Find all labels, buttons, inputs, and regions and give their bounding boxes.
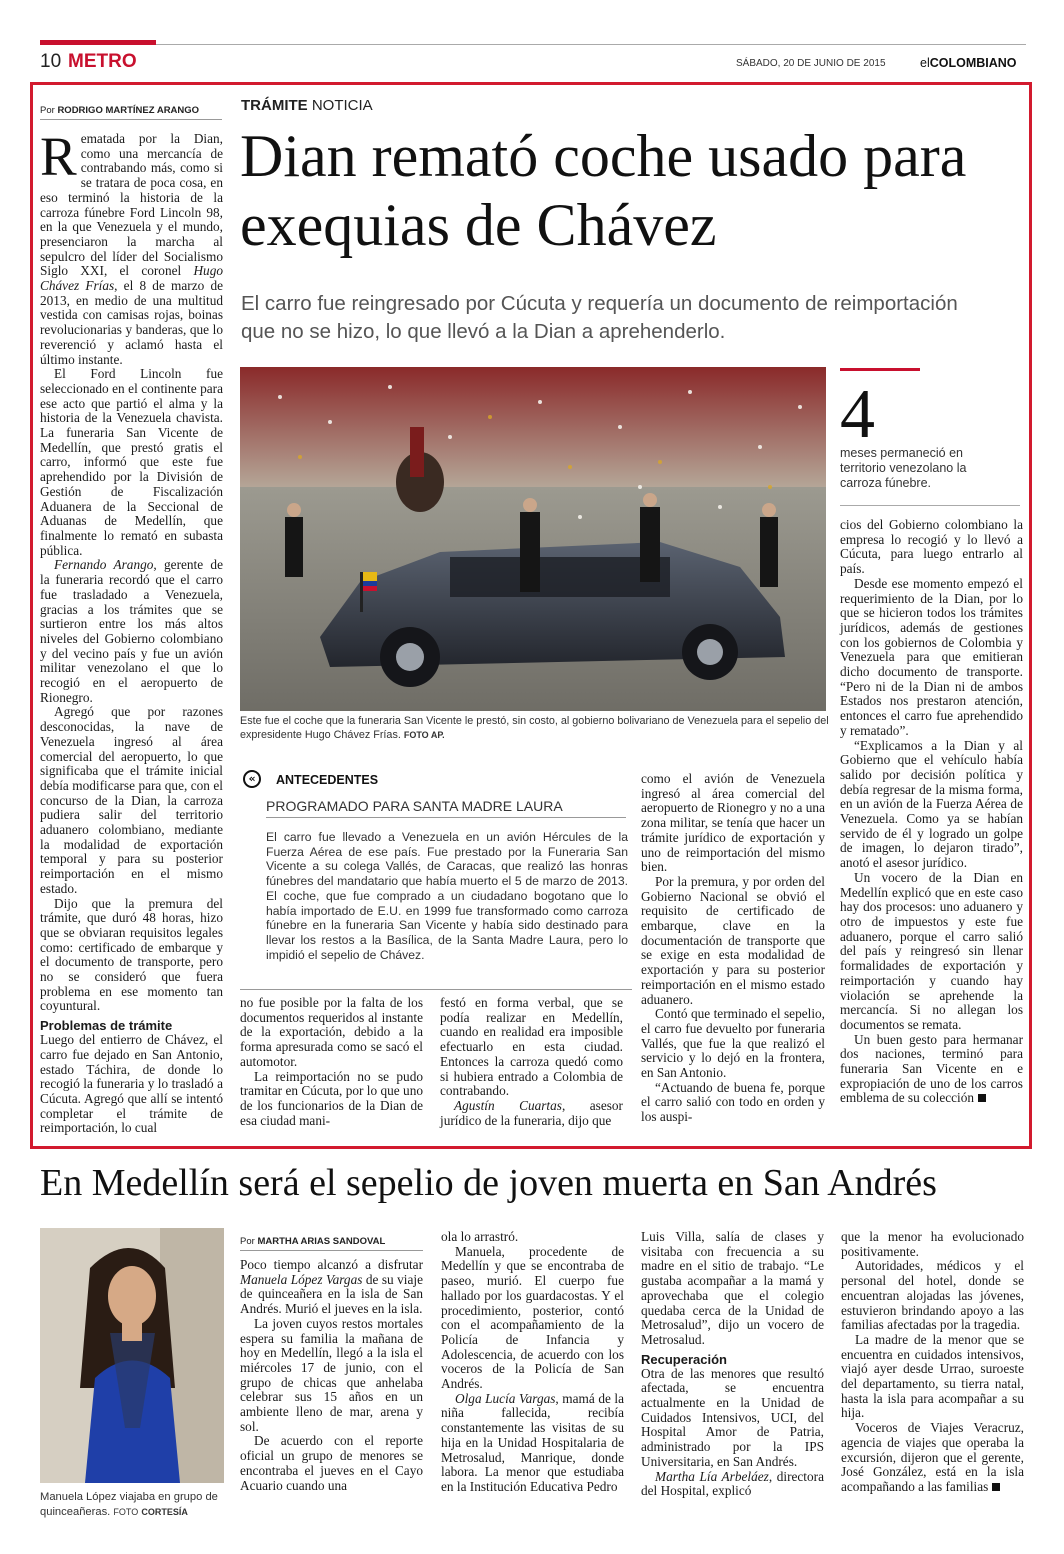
- photo-credit: FOTO AP.: [403, 730, 445, 740]
- photo-caption: [240, 714, 830, 742]
- paragraph: Autoridades, médicos y el personal del hotel, donde se encuentran alojadas las jóvenes, estuvieron brindando apoyo a las familias afectadas por la tragedia.: [841, 1258, 1024, 1333]
- paragraph: [240, 1258, 423, 1317]
- quoted-name: Agustín Cuartas: [454, 1097, 562, 1113]
- brand-prefix: el: [920, 56, 930, 70]
- article2-byline: [240, 1236, 423, 1251]
- girl-photo: [40, 1228, 224, 1483]
- paragraph-text: Poco tiempo alcanzó a disfrutar: [240, 1257, 423, 1272]
- paragraph-text: Voceros de Viajes Veracruz, agencia de viajes que operaba la excursión, dijeron que el gerente, José González, está en la isla acompañando a las familias: [841, 1420, 1024, 1494]
- lead-name: Hugo Chávez Frías: [40, 263, 223, 294]
- paragraph: Dijo que la premura del trámite, que duró 48 horas, hizo que se obviaran requisitos legales como: certificado de embarque y el documento de transporte, pero no se consideró que fuera problema en ese momento tan coyuntural.: [40, 895, 223, 1014]
- paragraph-text: , directora del Hospital, explicó: [641, 1468, 824, 1499]
- stat-bottom-rule: [840, 505, 1020, 506]
- byline-prefix: Por: [240, 1236, 255, 1247]
- paragraph: La madre de la menor que se encuentra en cuidados intensivos, viajó ayer desde Urrao, suroeste del departamento, su tierra natal, hasta la isla para acompañar a su hija.: [841, 1331, 1024, 1421]
- paragraph: [840, 1033, 1023, 1107]
- girl-photo-caption: [40, 1490, 225, 1520]
- quoted-name: Olga Lucía Vargas: [455, 1390, 556, 1406]
- girl-credit: CORTESÍA: [141, 1507, 188, 1517]
- article1-column-3: [440, 996, 623, 1128]
- antecedentes-title: PROGRAMADO PARA SANTA MADRE LAURA: [266, 798, 626, 818]
- article2-column-3: [641, 1230, 824, 1499]
- page-number: 10: [40, 51, 62, 72]
- paragraph: La reimportación no se pudo tramitar en Cúcuta, por lo que uno de los funcionarios de la Dian de esa ciudad mani-: [240, 1068, 423, 1128]
- brand-logo: [920, 56, 1017, 70]
- article1-subhead: El carro fue reingresado por Cúcuta y requería un documento de reimportación que no se hizo, lo que llevó a la Dian a aprehenderlo.: [241, 292, 958, 343]
- paragraph-text: , mamá de la niña fallecida, recibía constantemente las visitas de su hija en la Unidad Hospitalaria de Metrosalud, Manrique, donde labora. La menor que estudiaba en la Institución Educativa Pedro: [441, 1390, 625, 1494]
- article1-column-2: [240, 996, 423, 1128]
- paragraph: “Explicamos a la Dian y al Gobierno que el vehículo había salido por decisión política y debía regresar de la misma forma, en un avión de la Fuerza Aérea de Venezuela. Como ya se habían servido de él y logrado un golpe de imagen, lo dejaron tirado”, anotó el asesor jurídico.: [840, 737, 1023, 871]
- paragraph: Otra de las menores que resultó afectada, se encuentra actualmente en la Unidad de Cuidados Intensivos, UCI, del Hospital Amor de Patria, administrado por la IPS Universitaria, en San Andrés.: [641, 1365, 824, 1469]
- article2-column-1: [240, 1258, 423, 1493]
- antecedentes-label: ANTECEDENTES: [276, 773, 379, 787]
- article1-column-1: [40, 126, 223, 1136]
- quoted-name: Fernando Arango: [54, 557, 154, 573]
- brand-name: COLOMBIANO: [929, 56, 1017, 70]
- header-rule: [156, 44, 1026, 45]
- paragraph: [40, 558, 223, 705]
- article1-column-4: [641, 772, 825, 1125]
- subheading: Problemas de trámite: [40, 1018, 173, 1034]
- girl-credit-prefix: FOTO: [113, 1507, 139, 1517]
- article1-category: [241, 97, 373, 114]
- article1-lead-paragraph: [40, 126, 223, 367]
- byline-author: MARTHA ARIAS SANDOVAL: [257, 1236, 386, 1247]
- paragraph: no fue posible por la falta de los documentos requeridos al instante de la exportación, debido a la forma apresurada como se sacó el automotor.: [240, 995, 423, 1069]
- header-accent-bar: [40, 40, 156, 45]
- dropcap: R: [40, 126, 77, 187]
- paragraph: De acuerdo con el reporte oficial un grupo de menores se encontraba el jueves en el Cayo Acuario cuando una: [240, 1433, 423, 1493]
- paragraph: “Actuando de buena fe, porque el carro salió con todo en orden y los auspi-: [641, 1079, 825, 1125]
- paragraph: Por la premura, y por orden del Gobierno Nacional se obvió el requisito de certificado de embarque, clave en la documentación de transporte que se exige en esta modalidad de exportación y para su posterior reimportación en el mismo estado aduanero.: [641, 873, 825, 1007]
- quoted-name: Martha Lía Arbeláez: [655, 1468, 769, 1484]
- girl-photo-illustration: [40, 1228, 224, 1483]
- article2-headline: En Medellín será el sepelio de joven muerta en San Andrés: [40, 1162, 937, 1204]
- paragraph-text: , gerente de la funeraria recordó que el carro fue trasladado a Venezuela, gracias a los trámites que se surtieron entre los más altos niveles del Gobierno colombiano y del vecino país y fue un avión militar venezolano el que lo recogió en el aeropuerto de Rionegro.: [40, 557, 223, 705]
- category-label: TRÁMITE: [241, 97, 308, 114]
- hearse-photo: [240, 367, 826, 711]
- paragraph-text: Un buen gesto para hermanar dos naciones, terminó para funeraria San Vicente en e expropiación de uno de los carros emblema de su colección: [840, 1031, 1023, 1106]
- paragraph: El Ford Lincoln fue seleccionado en el continente para ese acto que partió el alma y la historia de la Venezuela chavista. La funeraria San Vicente de Medellín, que prestó gratis el carro, informó que este fue aprehendido por la División de Gestión de Fiscalización Aduanera de la Seccional de Aduanas de Medellín, que finalmente lo remató en subasta pública.: [40, 366, 223, 558]
- photo-caption-text: Este fue el coche que la funeraria San Vicente le prestó, sin costo, al gobierno bolivariano de Venezuela para el sepelio del expresidente Hugo Chávez Frías.: [240, 715, 829, 741]
- lead-end: , el 8 de marzo de 2013, en medio de una multitud vestida con camisas rojas, boinas revolucionarias y banderas, que lo reverenció y aclamó hasta el último instante.: [40, 278, 223, 367]
- paragraph: La joven cuyos restos mortales espera su familia la mañana de hoy en Medellín, llegó a la isla el miércoles 17 de junio, con el grupo de chicas que anhelaba celebrar sus 15 años en un ambiente lleno de mar, arena y sol.: [240, 1315, 423, 1434]
- lead-text: ematada por la Dian, como una mercancía de contrabando más, como si se tratara de poca cosa, en eso terminó la historia de la carroza fúnebre Ford Lincoln 98, en la que Venezuela y el mundo, presenciaron la marcha al sepulcro del líder del Socialismo Siglo XXI, el coronel: [40, 131, 223, 279]
- end-mark-icon: [978, 1094, 986, 1102]
- paragraph: como el avión de Venezuela ingresó al área comercial del aeropuerto de Rionegro y no a una zona militar, se tenía que hacer un trámite jurídico de exportación y uno de reimportación del mismo bien.: [641, 771, 825, 875]
- girl-caption-text: Manuela López viajaba en grupo de quinceañeras.: [40, 1491, 218, 1518]
- paragraph: Luis Villa, salía de clases y visitaba con frecuencia a su madre en el sitio de trabajo. “Le gustaba acompañar a la mamá y aprovechaba que el colegio quedaba cerca de la Unidad de Metrosalud”, dijo un vocero de Metrosalud.: [641, 1229, 824, 1347]
- stat-rule: [840, 368, 920, 371]
- end-mark-icon: [992, 1483, 1000, 1491]
- article2-column-4: [841, 1230, 1024, 1495]
- hearse-photo-illustration: [240, 367, 826, 711]
- category-type: NOTICIA: [311, 97, 373, 114]
- paragraph: Un vocero de la Dian en Medellín explicó que en este caso hay dos procesos: uno aduanero y otro de impuestos y este fue aduanero, porque el carro salió del país y reingresó sin llenar formalidades de exportación y reimportación y cuando hay violación se aprehende la mercancía. Si no allegan los documentos se remata.: [840, 869, 1023, 1032]
- paragraph: Luego del entierro de Chávez, el carro fue dejado en San Antonio, estado Táchira, de donde lo recogió la funeraria y lo trasladó a Cúcuta. Agregó que allí se intentó completar el trámite de reimportación, lo cual: [40, 1032, 223, 1136]
- paragraph: cios del Gobierno colombiano la empresa lo recogió y lo llevó a Cúcuta, para luego entrarlo al país.: [840, 517, 1023, 577]
- quoted-name: Manuela López Vargas: [240, 1271, 363, 1287]
- paragraph-text: , asesor jurídico de la funeraria, dijo que: [440, 1097, 623, 1128]
- stat-number: 4: [840, 376, 875, 453]
- article1-column-5: [840, 518, 1023, 1106]
- section-name: METRO: [68, 51, 137, 72]
- paragraph: [841, 1421, 1024, 1495]
- paragraph: que la menor ha evolucionado positivamente.: [841, 1229, 1024, 1259]
- byline-author: RODRIGO MARTÍNEZ ARANGO: [57, 105, 200, 116]
- paragraph: [440, 1099, 623, 1128]
- article2-column-2: [441, 1230, 624, 1495]
- byline-prefix: Por: [40, 105, 55, 116]
- article1-headline: Dian remató coche usado para exequias de Chávez: [240, 123, 967, 258]
- paragraph: Contó que terminado el sepelio, el carro fue devuelto por funeraria Vallés, que fue la que realizó el servicio y lo dejó en la frontera, en San Antonio.: [641, 1006, 825, 1081]
- paragraph-text: de su viaje de quinceañera en la isla de San Andrés. Murió el jueves en la isla.: [240, 1271, 423, 1317]
- paragraph: [641, 1470, 824, 1499]
- antecedentes-bottom-rule: [240, 989, 632, 990]
- paragraph: [441, 1392, 624, 1495]
- stat-text: meses permaneció en territorio venezolano la carroza fúnebre.: [840, 446, 967, 490]
- paragraph: Manuela, procedente de Medellín y que se encontraba de paseo, murió. El cuerpo fue hallado por los guardacostas. Y el procedimiento, posterior, contó con el acompañamiento de la Policía de Infancia y Adolescencia, de acuerdo con los voceros de la Policía de San Andrés.: [441, 1243, 624, 1392]
- article1-byline: [40, 105, 222, 120]
- paragraph: Desde ese momento empezó el requerimiento de la Dian, por lo que se hicieron todos los trámites jurídicos, además de gestiones con los gobiernos de Colombia y Venezuela para que emitieran dicho documento de transporte. “Pero ni de la Dian ni de ambos Estados nos prestaron atención, entonces el carro fue aprehendido y rematado”.: [840, 575, 1023, 738]
- paragraph: festó en forma verbal, que se podía realizar en Medellín, cuando en realidad era imposible efectuarlo en esta ciudad. Entonces la carroza quedó como si hubiera entrado a Colombia de contrabando.: [440, 995, 623, 1099]
- subheading: Recuperación: [641, 1351, 727, 1367]
- paragraph: ola lo arrastró.: [441, 1229, 519, 1244]
- antecedentes-icon: «: [243, 770, 261, 788]
- issue-date: SÁBADO, 20 DE JUNIO DE 2015: [736, 58, 886, 69]
- antecedentes-text: El carro fue llevado a Venezuela en un avión Hércules de la Fuerza Aérea de ese país. Fue prestado por la Funeraria San Vicente a su colega Vallés, de Caracas, que realizó las honras fúnebres del mandatario que había muerto el 5 de marzo de 2013. El coche, que fue comprado a un ciudadano bogotano que lo había importado de E.U. en 1999 fue transformado como carroza fúnebre en la funeraria San Vicente y había sido destinado para llevar los restos a la Basílica, de la Santa Madre Laura, pero lo impidió el sepelio de Chávez.: [266, 830, 628, 962]
- paragraph: Agregó que por razones desconocidas, la nave de Venezuela ingresó al área comercial del aeropuerto, lo que significaba que el trámite inicial debía modificarse para que, con el concurso de la Dian, la carroza pudiera salir del territorio aduanero colombiano, mediante la modalidad de exportación temporal y para su posterior reimportación en el mismo estado.: [40, 704, 223, 896]
